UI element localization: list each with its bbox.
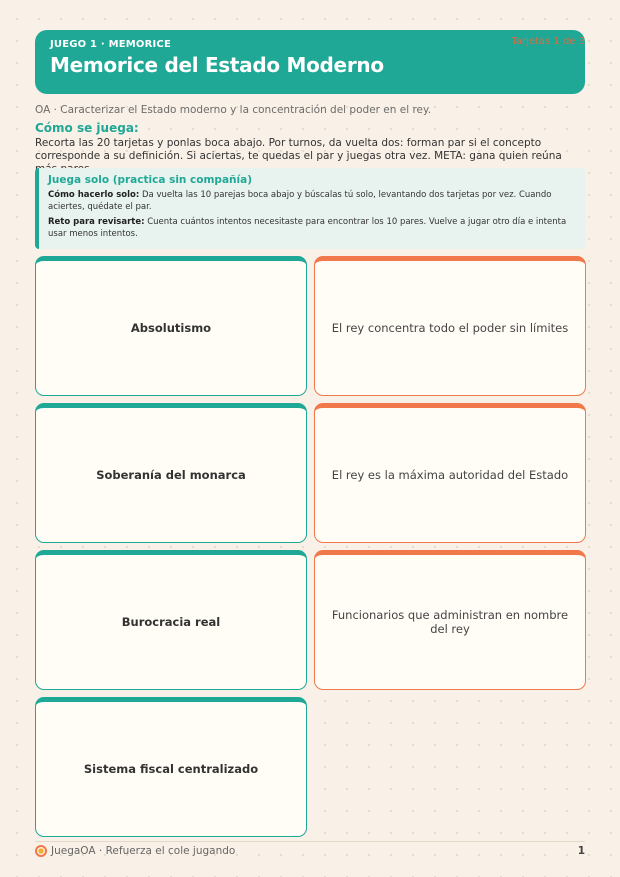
how-to-play-heading: Cómo se juega: bbox=[35, 121, 139, 135]
concept-card: Burocracia real bbox=[35, 550, 307, 690]
concept-card: Sistema fiscal centralizado bbox=[35, 697, 307, 837]
solo-challenge bbox=[48, 216, 575, 240]
solo-how-label: Cómo hacerlo solo: bbox=[48, 190, 140, 200]
solo-challenge-text: Cuenta cuántos intentos necesitaste para encontrar los 10 pares. Vuelve a jugar otro día e intenta usar menos intentos. bbox=[48, 217, 567, 239]
footer-divider bbox=[35, 841, 585, 842]
page-tag: Tarjetas 1 de 3 bbox=[511, 36, 585, 47]
header-banner bbox=[35, 30, 585, 94]
solo-how-text: Da vuelta las 10 parejas boca abajo y búscalas tú solo, levantando dos tarjetas por vez. Cuando aciertes, quédate el par. bbox=[48, 190, 552, 212]
definition-card: El rey es la máxima autoridad del Estado bbox=[314, 403, 586, 543]
game-kicker: JUEGO 1 · MEMORICE bbox=[50, 39, 172, 50]
concept-card: Absolutismo bbox=[35, 256, 307, 396]
page-title: Memorice del Estado Moderno bbox=[50, 53, 384, 77]
how-to-play-text: Recorta las 20 tarjetas y ponlas boca abajo. Por turnos, da vuelta dos: forman par si el concepto corresponde a su definición. Si aciertas, te quedas el par y juegas otra vez. META: gana quien reúna bbox=[35, 137, 562, 162]
footer-brand: JuegaOA · Refuerza el cole jugando bbox=[51, 845, 236, 857]
definition-card: Funcionarios que administran en nombre del rey bbox=[314, 550, 586, 690]
solo-how bbox=[48, 189, 575, 213]
definition-card: El rey concentra todo el poder sin límites bbox=[314, 256, 586, 396]
learning-objective: OA · Caracterizar el Estado moderno y la concentración del poder en el rey. bbox=[35, 104, 432, 116]
solo-challenge-label: Reto para revisarte: bbox=[48, 217, 145, 227]
solo-title: Juega solo (practica sin compañía) bbox=[48, 174, 252, 186]
logo-icon bbox=[35, 845, 47, 857]
footer bbox=[35, 843, 585, 859]
solo-play-box bbox=[35, 168, 585, 249]
page-number: 1 bbox=[577, 845, 585, 857]
concept-card: Soberanía del monarca bbox=[35, 403, 307, 543]
